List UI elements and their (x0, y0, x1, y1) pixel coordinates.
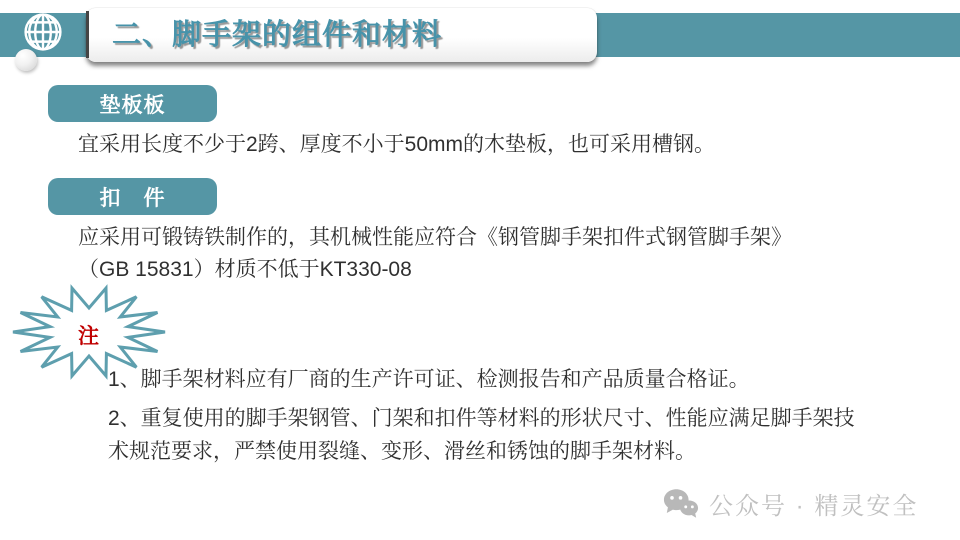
fastener-text-line1: 应采用可锻铸铁制作的，其机械性能应符合《钢管脚手架扣件式钢管脚手架》 (78, 226, 792, 249)
badge-fastener (48, 178, 217, 215)
title-bar (86, 8, 597, 62)
badge-pad-board-label: 垫板板 (99, 93, 166, 117)
wechat-icon (663, 488, 699, 519)
watermark (663, 486, 918, 521)
page-title: 二、脚手架的组件和材料 (112, 19, 443, 51)
title-bar-left-edge (86, 11, 89, 58)
badge-fastener-label: 扣 件 (99, 186, 166, 210)
note-item-2-line2: 术规范要求，严禁使用裂缝、变形、滑丝和锈蚀的脚手架材料。 (108, 440, 696, 463)
note-marker: 注 (78, 325, 100, 348)
notes (108, 363, 948, 468)
globe-icon (21, 10, 65, 54)
badge-pad-board (48, 85, 217, 122)
note-item-2-line1: 2、重复使用的脚手架钢管、门架和扣件等材料的形状尺寸、性能应满足脚手架技 (108, 407, 855, 430)
sphere-decoration (15, 49, 37, 71)
note-item-1: 1、脚手架材料应有厂商的生产许可证、检测报告和产品质量合格证。 (108, 368, 750, 391)
watermark-text: 公众号 · 精灵安全 (709, 493, 919, 520)
fastener-text (78, 222, 938, 286)
pad-board-text: 宜采用长度不少于2跨、厚度不小于50mm的木垫板，也可采用槽钢。 (78, 133, 716, 156)
fastener-text-line2: （GB 15831）材质不低于KT330-08 (78, 258, 412, 281)
